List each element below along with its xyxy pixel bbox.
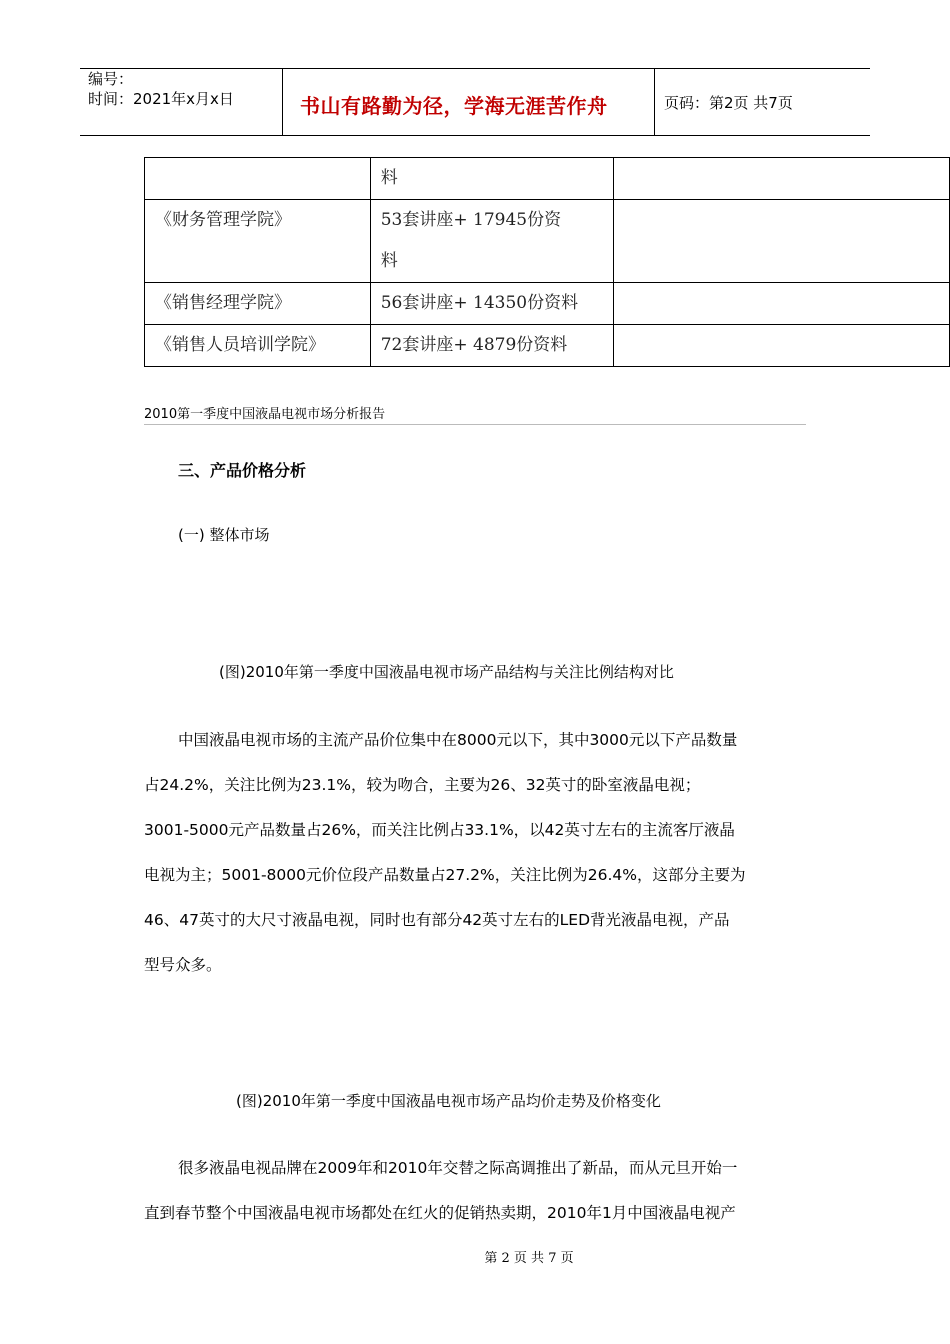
header-time-label: 时间：2021年x月x日	[88, 90, 234, 108]
paragraph-line: 占24.2%，关注比例为23.1%，较为吻合，主要为26、32英寸的卧室液晶电视；	[144, 776, 701, 794]
table-cell-content-line: 53套讲座+ 17945份资	[380, 210, 562, 230]
table-cell-extra	[614, 283, 950, 325]
body-paragraph-1	[144, 718, 806, 988]
table-cell-name: 《财务管理学院》	[145, 200, 371, 283]
paragraph-line: 46、47英寸的大尺寸液晶电视，同时也有部分42英寸左右的LED背光液晶电视，产品	[144, 911, 730, 929]
section-heading: 三、产品价格分析	[178, 461, 307, 480]
header-motto: 书山有路勤为径，学海无涯苦作舟	[300, 94, 608, 118]
figure-caption-1: (图)2010年第一季度中国液晶电视市场产品结构与关注比例结构对比	[219, 663, 674, 681]
running-head: 2010第一季度中国液晶电视市场分析报告	[144, 407, 386, 422]
paragraph-line: 型号众多。	[144, 956, 222, 974]
table-cell-content: 72套讲座+ 4879份资料	[370, 325, 614, 367]
table-cell-content: 料	[370, 158, 614, 200]
table-row	[145, 283, 950, 325]
table-cell-name: 《销售人员培训学院》	[145, 325, 371, 367]
table-cell-content: 56套讲座+ 14350份资料	[370, 283, 614, 325]
header-divider-left	[282, 68, 283, 136]
table-cell-extra	[614, 200, 950, 283]
table-cell-content-line: 料	[380, 251, 398, 271]
table-cell-content	[370, 200, 614, 283]
table-row	[145, 200, 950, 283]
running-head-rule	[144, 424, 806, 425]
paragraph-line: 直到春节整个中国液晶电视市场都处在红火的促销热卖期，2010年1月中国液晶电视产	[144, 1204, 736, 1222]
header-top-rule	[80, 68, 870, 69]
body-paragraph-2	[144, 1146, 806, 1236]
table-cell-name	[145, 158, 371, 200]
table-cell-name: 《销售经理学院》	[145, 283, 371, 325]
page-footer	[0, 1247, 950, 1266]
header-page-info: 页码：第2页 共7页	[664, 94, 793, 112]
table-cell-extra	[614, 325, 950, 367]
paragraph-line: 很多液晶电视品牌在2009年和2010年交替之际高调推出了新品，而从元旦开始一	[178, 1159, 738, 1177]
subsection-heading: (一) 整体市场	[178, 526, 270, 544]
table-row	[145, 325, 950, 367]
table-cell-extra	[614, 158, 950, 200]
header-bottom-rule	[80, 135, 870, 136]
paragraph-line: 中国液晶电视市场的主流产品价位集中在8000元以下，其中3000元以下产品数量	[178, 731, 738, 749]
header-divider-right	[654, 68, 655, 136]
paragraph-line: 电视为主；5001-8000元价位段产品数量占27.2%，关注比例为26.4%，这部分主要为	[144, 866, 746, 884]
table-row	[145, 158, 950, 200]
figure-caption-2: (图)2010年第一季度中国液晶电视市场产品均价走势及价格变化	[236, 1092, 661, 1110]
paragraph-line: 3001-5000元产品数量占26%，而关注比例占33.1%，以42英寸左右的主流客厅液晶	[144, 821, 735, 839]
header-number-label: 编号：	[88, 70, 134, 88]
page-footer-text: 第 2 页 共 7 页	[484, 1251, 574, 1266]
resource-table	[144, 157, 950, 367]
